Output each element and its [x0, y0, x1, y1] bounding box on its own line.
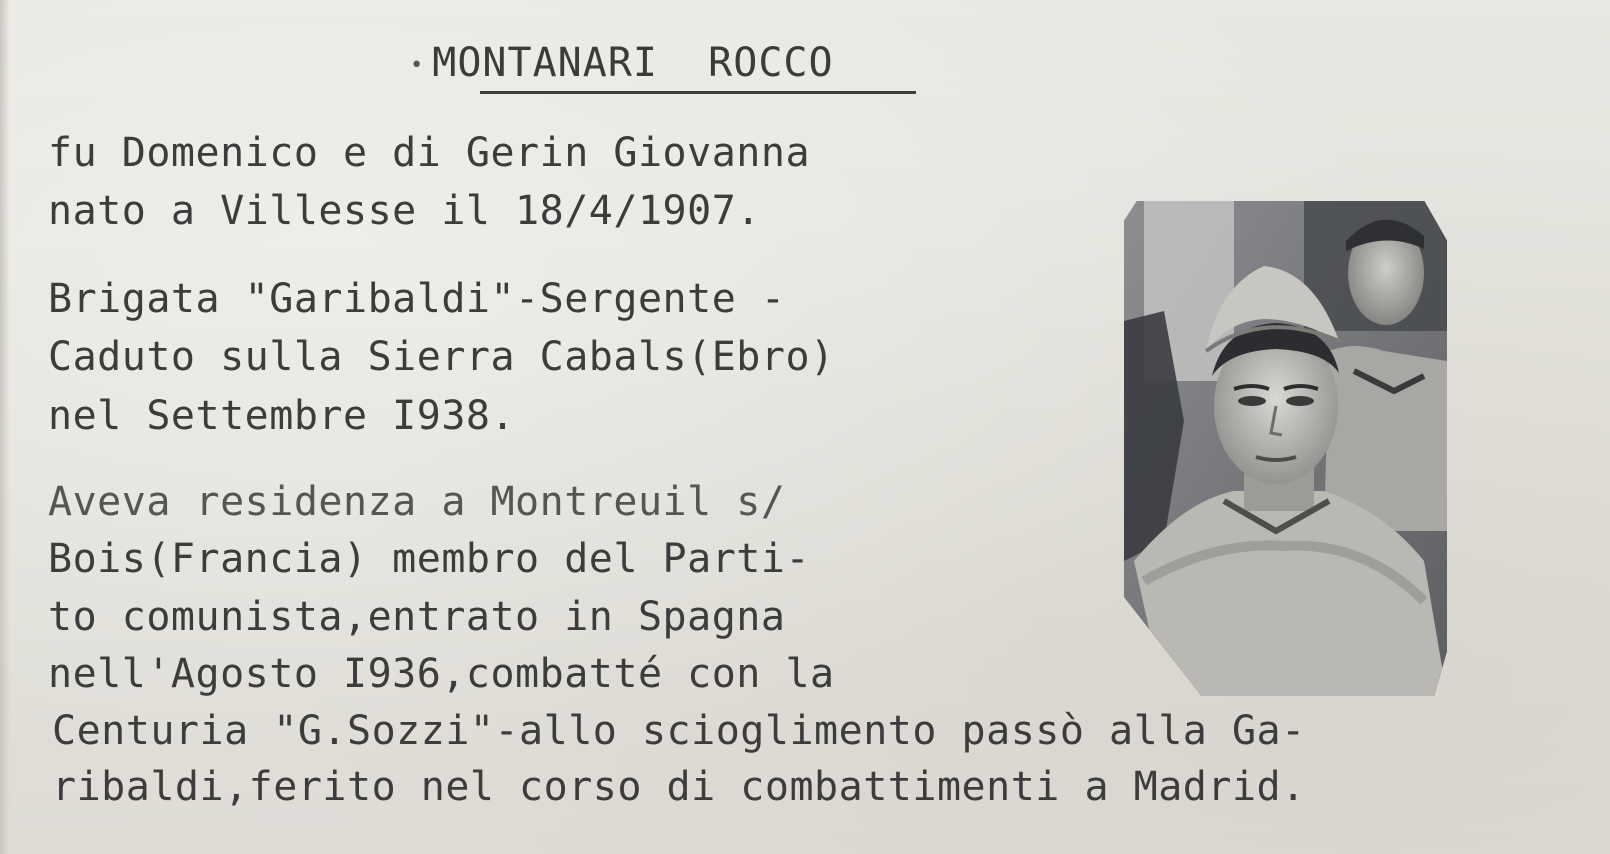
- portrait-photo-drawing: [1124, 201, 1447, 696]
- text-line-centuria: Centuria "G.Sozzi"-allo scioglimento passò alla Ga-: [52, 708, 1306, 754]
- paper-edge: [0, 0, 10, 854]
- text-line-wounded: ribaldi,ferito nel corso di combattimenti a Madrid.: [52, 764, 1306, 810]
- text-line-brigade: Brigata "Garibaldi"-Sergente -: [48, 276, 786, 322]
- text-line-residence: Aveva residenza a Montreuil s/: [48, 479, 786, 525]
- text-line-death-place: Caduto sulla Sierra Cabals(Ebro): [48, 334, 835, 380]
- title-text: MONTANARI ROCCO: [432, 40, 834, 86]
- text-line-entry: to comunista,entrato in Spagna: [48, 594, 786, 640]
- page-title: [410, 40, 834, 86]
- text-line-party: Bois(Francia) membro del Parti-: [48, 536, 811, 582]
- text-line-birth: nato a Villesse il 18/4/1907.: [48, 188, 761, 234]
- text-line-parents: fu Domenico e di Gerin Giovanna: [48, 130, 811, 176]
- text-line-death-date: nel Settembre I938.: [48, 393, 516, 439]
- portrait-photo-icon: [1124, 201, 1447, 696]
- bullet-icon: •: [410, 52, 425, 78]
- title-underline: [480, 91, 916, 94]
- text-line-combat: nell'Agosto I936,combatté con la: [48, 651, 835, 697]
